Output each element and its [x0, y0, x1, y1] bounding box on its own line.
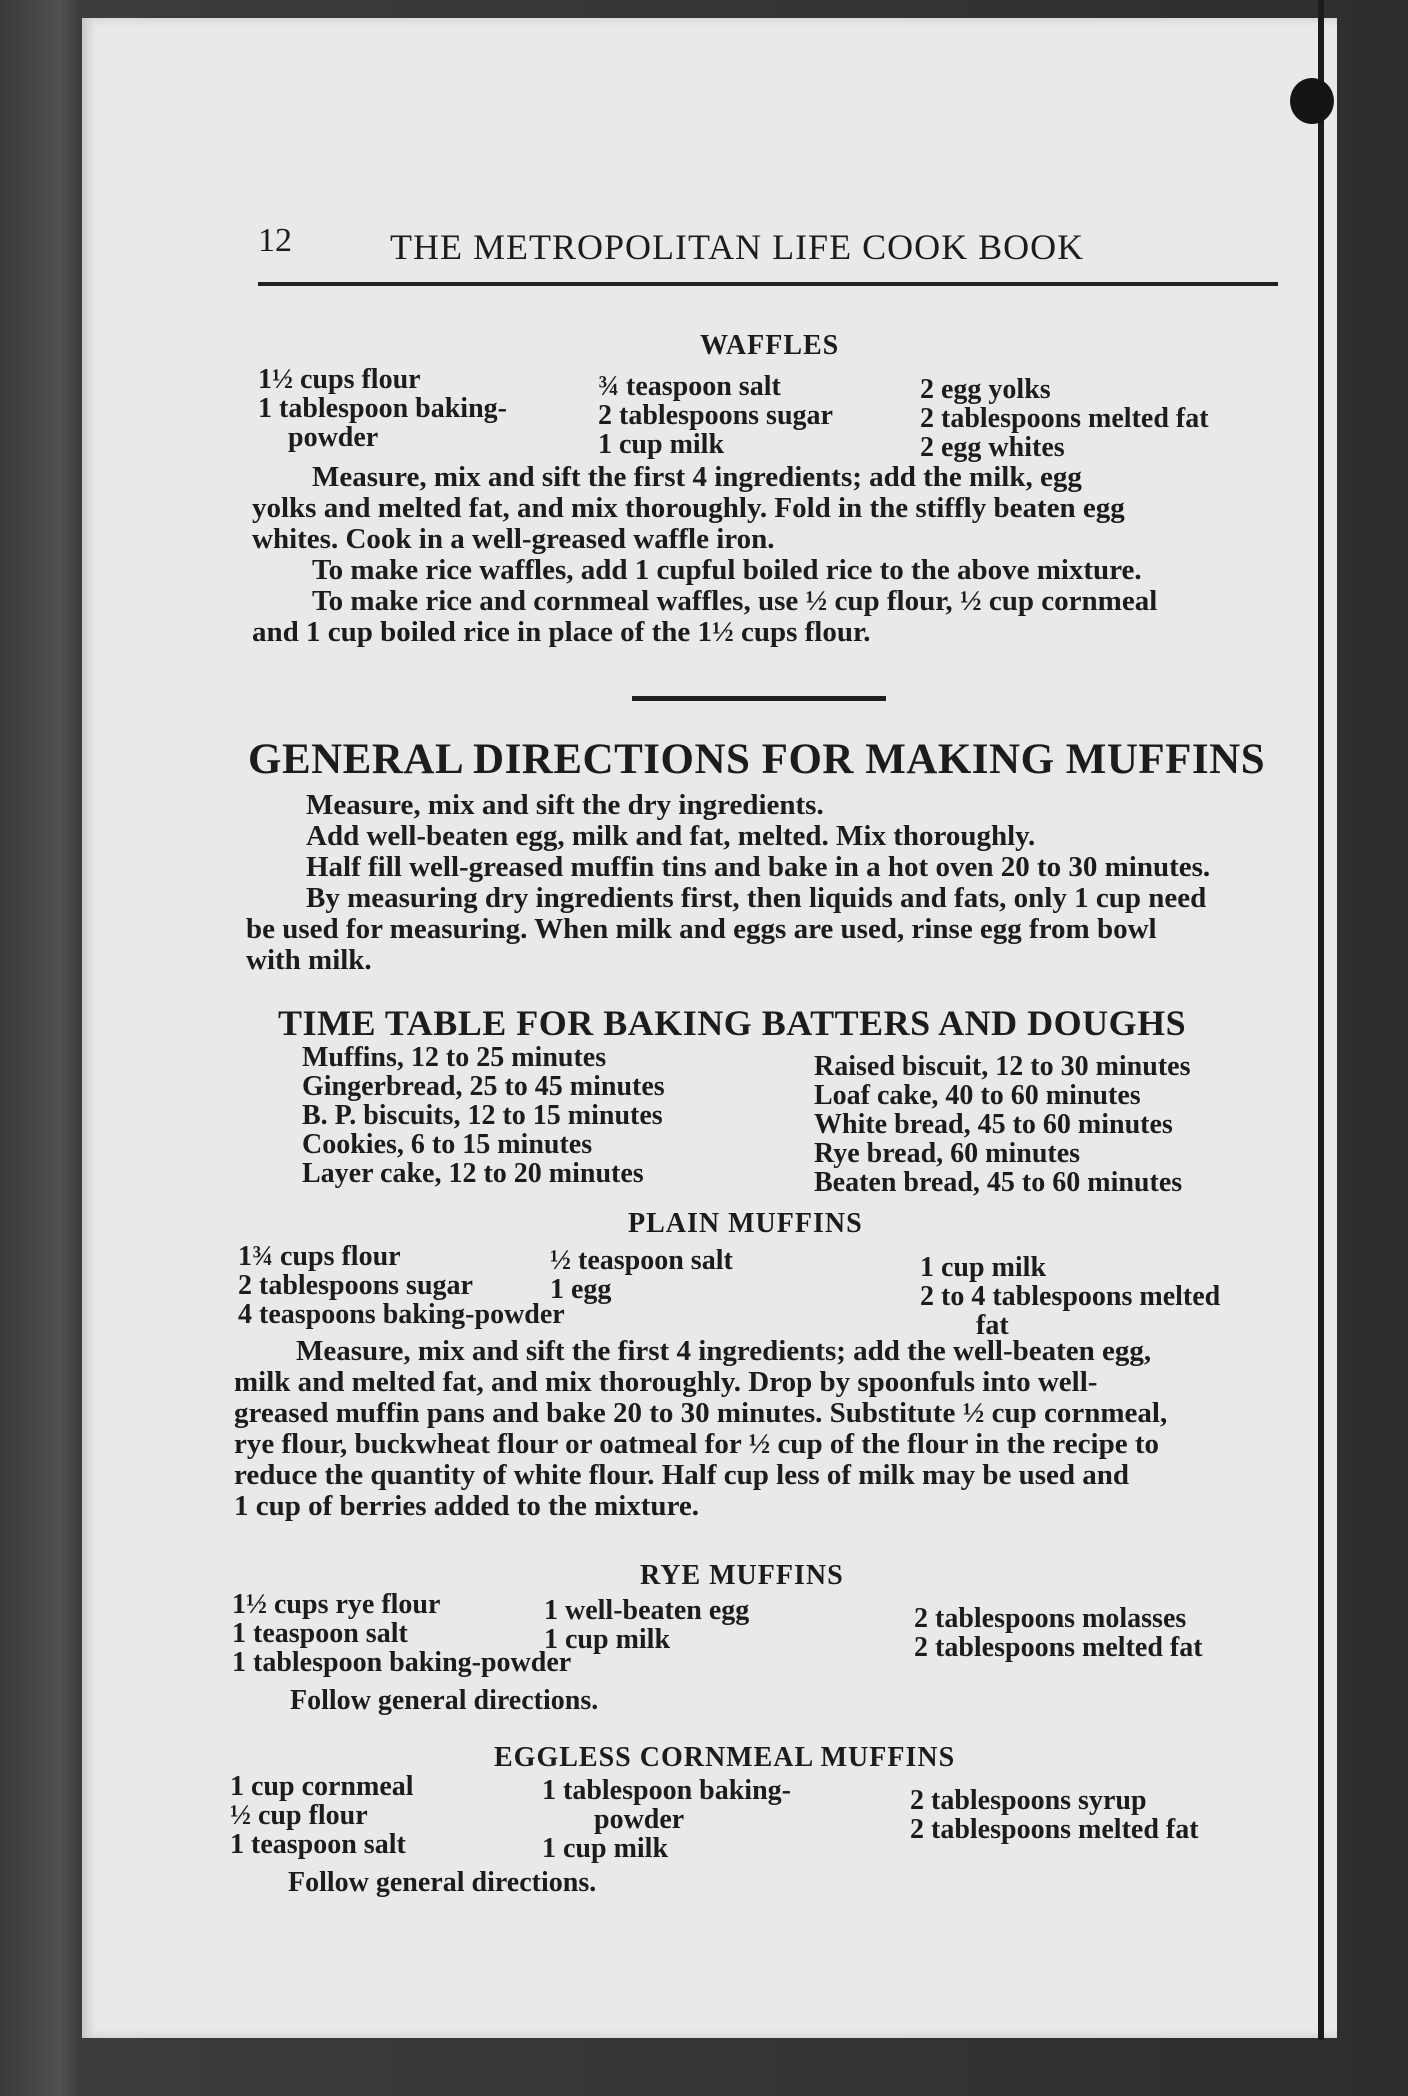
waffles-ingredients-col2 [598, 372, 833, 459]
time-entry: Raised biscuit, 12 to 30 minutes [814, 1051, 1191, 1082]
section-divider [632, 696, 886, 701]
waffles-title: WAFFLES [700, 330, 840, 361]
ingredient: 1 tablespoon baking- [258, 393, 507, 424]
time-entry: Beaten bread, 45 to 60 minutes [814, 1167, 1183, 1198]
eggless-muffins-ingredients-col3 [910, 1786, 1199, 1844]
text-line: Measure, mix and sift the first 4 ingredients; add the well-beaten egg, [296, 1335, 1152, 1367]
ingredient: 1 well-beaten egg [544, 1595, 750, 1626]
ingredient: 1½ cups flour [258, 364, 421, 395]
text-line: To make rice waffles, add 1 cupful boiled rice to the above mixture. [312, 554, 1142, 586]
text-line: 1 cup of berries added to the mixture. [234, 1490, 700, 1522]
eggless-muffins-ingredients-col2 [542, 1776, 791, 1863]
time-entry: Loaf cake, 40 to 60 minutes [814, 1080, 1141, 1111]
running-title: THE METROPOLITAN LIFE COOK BOOK [390, 227, 1085, 267]
text-line: and 1 cup boiled rice in place of the 1½ cups flour. [252, 616, 871, 648]
rye-muffins-ingredients-col1 [232, 1590, 571, 1677]
ingredient: 1 cup milk [598, 429, 725, 460]
ingredient: fat [976, 1310, 1009, 1341]
text-line: greased muffin pans and bake 20 to 30 minutes. Substitute ½ cup cornmeal, [234, 1397, 1168, 1429]
plain-muffins-title: PLAIN MUFFINS [628, 1208, 863, 1239]
ingredient: ¾ teaspoon salt [598, 371, 781, 402]
plain-muffins-ingredients-col3 [920, 1253, 1220, 1340]
rye-muffins-direction: Follow general directions. [290, 1685, 599, 1716]
waffles-method [252, 462, 1278, 648]
ingredient: 1¾ cups flour [238, 1241, 401, 1272]
time-entry: Muffins, 12 to 25 minutes [302, 1042, 607, 1073]
plain-muffins-method [234, 1336, 1258, 1522]
ingredient: 1 teaspoon salt [232, 1618, 408, 1649]
text-line: yolks and melted fat, and mix thoroughly. Fold in the stiffly beaten egg [252, 492, 1125, 524]
eggless-muffins-ingredients-col1 [230, 1772, 414, 1859]
header-rule [258, 282, 1278, 286]
text-line: By measuring dry ingredients first, then liquids and fats, only 1 cup need [306, 882, 1207, 914]
plain-muffins-ingredients-col1 [238, 1242, 565, 1329]
ingredient: 2 tablespoons melted fat [914, 1632, 1203, 1663]
time-table-title: TIME TABLE FOR BAKING BATTERS AND DOUGHS [278, 1003, 1187, 1043]
ingredient: 2 egg whites [920, 432, 1065, 463]
ingredient: 2 tablespoons syrup [910, 1785, 1147, 1816]
ingredient: 1½ cups rye flour [232, 1589, 441, 1620]
ingredient: 1 cup cornmeal [230, 1771, 414, 1802]
general-directions-title: GENERAL DIRECTIONS FOR MAKING MUFFINS [248, 736, 1266, 783]
eggless-muffins-direction: Follow general directions. [288, 1867, 597, 1898]
page-edge [1318, 0, 1324, 2040]
text-line: Measure, mix and sift the dry ingredients. [306, 789, 824, 821]
binder-hole [1290, 78, 1334, 124]
ingredient: ½ teaspoon salt [550, 1245, 733, 1276]
text-line: with milk. [246, 944, 372, 976]
general-directions-text [246, 790, 1276, 976]
ingredient: 1 tablespoon baking-powder [232, 1647, 572, 1678]
text-line: whites. Cook in a well-greased waffle iron. [252, 523, 775, 555]
time-entry: B. P. biscuits, 12 to 15 minutes [302, 1100, 663, 1131]
time-entry: Layer cake, 12 to 20 minutes [302, 1158, 644, 1189]
text-line: milk and melted fat, and mix thoroughly. Drop by spoonfuls into well- [234, 1366, 1098, 1398]
ingredient: 2 tablespoons melted fat [920, 403, 1209, 434]
text-line: Half fill well-greased muffin tins and bake in a hot oven 20 to 30 minutes. [306, 851, 1211, 883]
plain-muffins-ingredients-col2 [550, 1246, 733, 1304]
ingredient: 4 teaspoons baking-powder [238, 1299, 565, 1330]
page-number: 12 [258, 222, 292, 259]
time-entry: White bread, 45 to 60 minutes [814, 1109, 1173, 1140]
waffles-ingredients-col1 [258, 365, 507, 452]
time-entry: Rye bread, 60 minutes [814, 1138, 1081, 1169]
text-line: be used for measuring. When milk and eggs are used, rinse egg from bowl [246, 913, 1157, 945]
ingredient: 1 cup milk [542, 1833, 669, 1864]
rye-muffins-title: RYE MUFFINS [640, 1560, 844, 1591]
ingredient: 2 tablespoons sugar [598, 400, 833, 431]
ingredient: 2 tablespoons sugar [238, 1270, 473, 1301]
ingredient: ½ cup flour [230, 1800, 368, 1831]
ingredient: powder [594, 1804, 685, 1835]
ingredient: 2 to 4 tablespoons melted [920, 1281, 1221, 1312]
ingredient: 2 egg yolks [920, 374, 1051, 405]
ingredient: 1 tablespoon baking- [542, 1775, 791, 1806]
ingredient: 2 tablespoons melted fat [910, 1814, 1199, 1845]
ingredient: powder [288, 422, 379, 453]
ingredient: 1 egg [550, 1274, 612, 1305]
time-entry: Cookies, 6 to 15 minutes [302, 1129, 593, 1160]
time-entry: Gingerbread, 25 to 45 minutes [302, 1071, 665, 1102]
waffles-ingredients-col3 [920, 375, 1209, 462]
text-line: Add well-beaten egg, milk and fat, melted. Mix thoroughly. [306, 820, 1036, 852]
time-table-right [814, 1052, 1190, 1197]
rye-muffins-ingredients-col2 [544, 1596, 749, 1654]
rye-muffins-ingredients-col3 [914, 1604, 1203, 1662]
text-line: rye flour, buckwheat flour or oatmeal for ½ cup of the flour in the recipe to [234, 1428, 1159, 1460]
eggless-muffins-title: EGGLESS CORNMEAL MUFFINS [494, 1742, 956, 1773]
ingredient: 1 cup milk [544, 1624, 671, 1655]
time-table-left [302, 1043, 665, 1188]
ingredient: 2 tablespoons molasses [914, 1603, 1187, 1634]
text-line: Measure, mix and sift the first 4 ingredients; add the milk, egg [312, 461, 1082, 493]
ingredient: 1 teaspoon salt [230, 1829, 406, 1860]
text-line: To make rice and cornmeal waffles, use ½ cup flour, ½ cup cornmeal [312, 585, 1158, 617]
ingredient: 1 cup milk [920, 1252, 1047, 1283]
text-line: reduce the quantity of white flour. Half cup less of milk may be used and [234, 1459, 1130, 1491]
